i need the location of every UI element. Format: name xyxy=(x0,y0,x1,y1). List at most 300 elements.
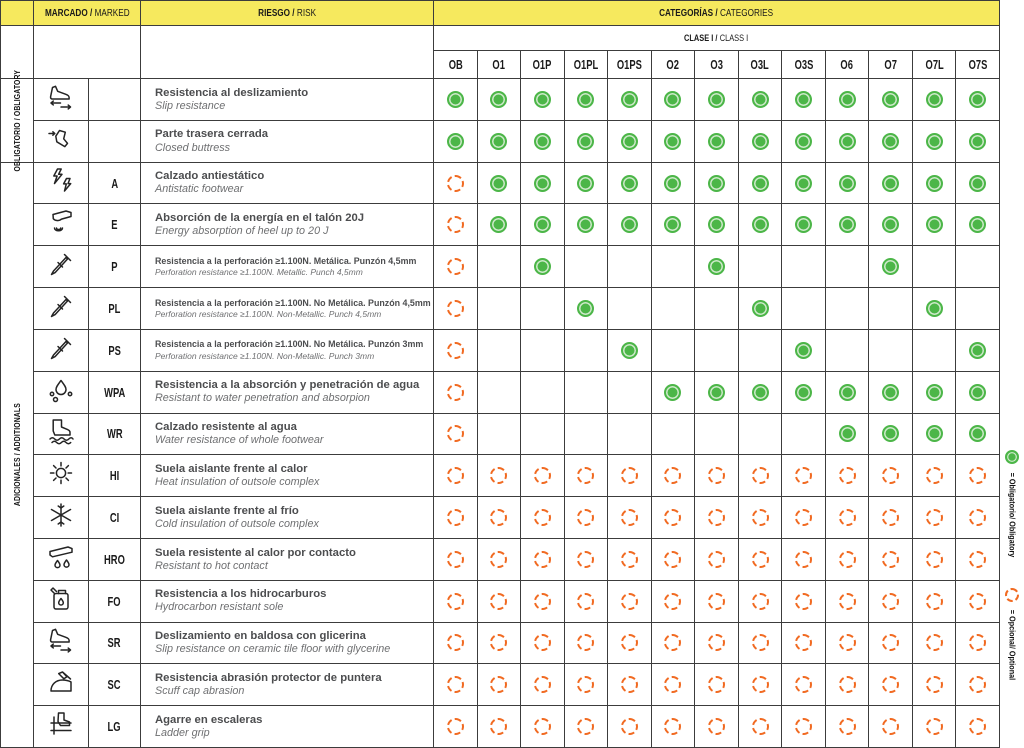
optional-dot-icon xyxy=(882,467,899,484)
category-cell xyxy=(695,246,739,288)
obligatory-dot-icon xyxy=(882,133,899,150)
category-cell xyxy=(826,414,870,456)
obligatory-dot-icon xyxy=(577,300,594,317)
category-cell xyxy=(956,581,1000,623)
legend-optional-label: = Opcional/ Optional xyxy=(1007,609,1017,681)
optional-dot-icon xyxy=(839,467,856,484)
icon-cell xyxy=(34,121,89,163)
risk-description-cell xyxy=(141,581,434,623)
category-cell xyxy=(956,623,1000,665)
optional-dot-icon xyxy=(795,509,812,526)
obligatory-dot-icon xyxy=(664,384,681,401)
obligatory-dot-icon xyxy=(752,91,769,108)
optional-dot-icon xyxy=(664,551,681,568)
category-cell xyxy=(956,539,1000,581)
category-cell xyxy=(434,372,478,414)
category-cell xyxy=(478,204,522,246)
obligatory-dot-icon xyxy=(926,300,943,317)
optional-dot-icon xyxy=(839,551,856,568)
category-cell-empty xyxy=(739,246,783,288)
category-cell-empty xyxy=(478,330,522,372)
optional-dot-icon xyxy=(882,509,899,526)
marking-code-cell xyxy=(89,288,141,330)
category-cell-empty xyxy=(782,246,826,288)
optional-dot-icon xyxy=(969,593,986,610)
obligatory-dot-icon xyxy=(795,133,812,150)
obligatory-dot-icon xyxy=(621,91,638,108)
categories-label-es: CATEGORÍAS / xyxy=(659,7,719,19)
category-cell xyxy=(521,664,565,706)
category-cell xyxy=(913,163,957,205)
marked-label-en: MARKED xyxy=(94,7,130,19)
category-cell xyxy=(608,204,652,246)
category-cell xyxy=(739,581,783,623)
risk-description-cell xyxy=(141,330,434,372)
optional-dot-icon xyxy=(752,467,769,484)
category-cell xyxy=(956,414,1000,456)
category-cell xyxy=(478,121,522,163)
category-cell-empty xyxy=(478,246,522,288)
category-column-header xyxy=(434,51,478,79)
category-cell-empty xyxy=(826,330,870,372)
optional-dot-icon xyxy=(534,676,551,693)
marking-code-cell xyxy=(89,539,141,581)
marking-code: SR xyxy=(107,635,122,651)
obligatory-dot-icon xyxy=(839,384,856,401)
category-cell-empty xyxy=(608,246,652,288)
optional-dot-icon xyxy=(490,676,507,693)
optional-dot-icon xyxy=(577,593,594,610)
risk-description-cell xyxy=(141,664,434,706)
category-cell xyxy=(826,372,870,414)
optional-dot-icon xyxy=(664,634,681,651)
optional-dot-icon xyxy=(708,676,725,693)
obligatory-dot-icon xyxy=(839,133,856,150)
obligatory-dot-icon xyxy=(882,258,899,275)
optional-dot-icon xyxy=(447,593,464,610)
category-cell xyxy=(565,623,609,665)
category-cell xyxy=(434,706,478,748)
risk-description-cell xyxy=(141,121,434,163)
category-cell xyxy=(782,497,826,539)
category-column-label: O1PS xyxy=(616,57,642,72)
category-cell xyxy=(521,581,565,623)
category-cell xyxy=(782,163,826,205)
marking-code-cell xyxy=(89,372,141,414)
category-cell xyxy=(521,163,565,205)
risk-text-en: Water resistance of whole footwear xyxy=(155,434,324,447)
category-cell xyxy=(826,497,870,539)
category-cell xyxy=(608,497,652,539)
category-cell xyxy=(913,204,957,246)
icon-cell xyxy=(34,623,89,665)
optional-dot-icon xyxy=(926,676,943,693)
category-cell xyxy=(913,539,957,581)
category-cell-empty xyxy=(739,330,783,372)
optional-dot-icon xyxy=(490,509,507,526)
optional-dot-icon xyxy=(969,509,986,526)
obligatory-dot-icon xyxy=(534,216,551,233)
category-column-label: O1P xyxy=(532,57,552,72)
obligatory-dot-icon xyxy=(926,133,943,150)
optional-dot-icon xyxy=(577,467,594,484)
category-cell xyxy=(434,539,478,581)
marking-code-cell xyxy=(89,706,141,748)
obligatory-dot-icon xyxy=(926,216,943,233)
marking-code-cell xyxy=(89,330,141,372)
category-cell xyxy=(913,706,957,748)
category-cell xyxy=(956,372,1000,414)
category-column-label: O3S xyxy=(794,57,813,72)
risk-text-es: Suela resistente al calor por contacto xyxy=(155,546,356,559)
category-cell xyxy=(826,204,870,246)
icon-cell xyxy=(34,79,89,121)
optional-dot-icon xyxy=(447,384,464,401)
optional-dot-icon xyxy=(664,676,681,693)
optional-dot-icon xyxy=(447,676,464,693)
obligatory-dot-icon xyxy=(752,175,769,192)
category-cell xyxy=(478,163,522,205)
category-cell xyxy=(826,581,870,623)
optional-dot-icon xyxy=(621,551,638,568)
category-cell xyxy=(695,623,739,665)
optional-dot-icon xyxy=(664,509,681,526)
category-cell xyxy=(956,664,1000,706)
category-cell xyxy=(521,455,565,497)
legend-obligatory-label: = Obligatorio/ Obligatory xyxy=(1007,472,1017,558)
optional-dot-icon xyxy=(621,509,638,526)
marking-code-cell xyxy=(89,414,141,456)
category-cell xyxy=(739,497,783,539)
risk-text-en: Resistant to water penetration and absorpion xyxy=(155,392,370,405)
category-cell xyxy=(956,79,1000,121)
category-cell-empty xyxy=(478,414,522,456)
category-cell xyxy=(695,497,739,539)
optional-dot-icon xyxy=(534,551,551,568)
category-cell xyxy=(869,623,913,665)
risk-text-es: Parte trasera cerrada xyxy=(155,128,269,141)
risk-text-en: Ladder grip xyxy=(155,726,210,739)
category-cell xyxy=(478,581,522,623)
optional-dot-icon xyxy=(490,467,507,484)
category-cell-empty xyxy=(695,330,739,372)
marking-code-cell xyxy=(89,79,141,121)
optional-dot-icon xyxy=(577,551,594,568)
category-cell xyxy=(521,121,565,163)
category-cell xyxy=(695,581,739,623)
obligatory-dot-icon xyxy=(664,133,681,150)
marking-code: PL xyxy=(108,300,121,316)
category-cell xyxy=(608,706,652,748)
obligatory-dot-icon xyxy=(926,91,943,108)
category-cell xyxy=(434,79,478,121)
scuff-cap-icon xyxy=(45,666,77,703)
category-cell xyxy=(869,539,913,581)
optional-dot-icon xyxy=(621,676,638,693)
category-cell xyxy=(956,455,1000,497)
category-column-label: O7L xyxy=(925,57,944,72)
category-cell xyxy=(782,455,826,497)
category-cell xyxy=(869,121,913,163)
category-cell xyxy=(652,664,696,706)
class-header xyxy=(434,26,1000,51)
category-cell xyxy=(608,79,652,121)
category-cell xyxy=(782,79,826,121)
risk-text-en: Scuff cap abrasion xyxy=(155,685,245,698)
obligatory-dot-icon xyxy=(969,384,986,401)
category-cell xyxy=(739,79,783,121)
obligatory-dot-icon xyxy=(534,91,551,108)
risk-text-en: Slip resistance on ceramic tile floor with glycerine xyxy=(155,643,391,656)
obligatory-dot-icon xyxy=(664,91,681,108)
category-cell-empty xyxy=(521,372,565,414)
category-cell xyxy=(434,330,478,372)
optional-dot-icon xyxy=(447,425,464,442)
category-cell xyxy=(478,706,522,748)
optional-dot-icon xyxy=(839,676,856,693)
obligatory-dot-icon xyxy=(490,175,507,192)
category-cell-empty xyxy=(652,330,696,372)
category-cell xyxy=(434,455,478,497)
category-cell xyxy=(739,204,783,246)
category-cell xyxy=(695,372,739,414)
obligatory-dot-icon xyxy=(534,258,551,275)
optional-dot-icon xyxy=(534,509,551,526)
risk-description-cell xyxy=(141,288,434,330)
category-cell xyxy=(521,246,565,288)
category-cell xyxy=(434,163,478,205)
optional-dot-icon xyxy=(490,718,507,735)
optional-dot-icon xyxy=(839,634,856,651)
optional-dot-icon xyxy=(752,509,769,526)
category-cell-empty xyxy=(652,414,696,456)
category-cell xyxy=(695,204,739,246)
icon-cell xyxy=(34,288,89,330)
risk-text-es: Resistencia abrasión protector de puntera xyxy=(155,671,382,684)
category-cell xyxy=(521,539,565,581)
obligatory-dot-icon xyxy=(969,425,986,442)
category-cell xyxy=(478,623,522,665)
category-cell xyxy=(782,581,826,623)
marking-code: SC xyxy=(107,677,122,693)
risk-description-cell xyxy=(141,539,434,581)
risk-text-en: Closed buttress xyxy=(155,141,231,154)
risk-text-es: Resistencia a la perforación ≥1.100N. Metálica. Punzón 4,5mm xyxy=(155,255,417,266)
category-cell xyxy=(739,121,783,163)
optional-dot-icon xyxy=(534,467,551,484)
category-cell xyxy=(956,330,1000,372)
risk-text-en: Slip resistance xyxy=(155,99,226,112)
category-cell xyxy=(478,539,522,581)
optional-dot-icon xyxy=(969,676,986,693)
marking-code: HI xyxy=(109,468,120,484)
category-cell-empty xyxy=(956,288,1000,330)
optional-dot-icon xyxy=(969,467,986,484)
category-cell xyxy=(695,706,739,748)
risk-text-en: Energy absorption of heel up to 20 J xyxy=(155,225,329,238)
risk-header xyxy=(141,1,434,26)
category-cell xyxy=(521,497,565,539)
obligatory-dot-icon xyxy=(577,91,594,108)
category-cell xyxy=(521,79,565,121)
marking-code: WR xyxy=(106,426,123,442)
obligatory-dot-icon xyxy=(882,175,899,192)
category-cell xyxy=(739,539,783,581)
category-cell xyxy=(869,163,913,205)
category-cell xyxy=(782,623,826,665)
category-cell-empty xyxy=(521,414,565,456)
optional-dot-icon xyxy=(839,593,856,610)
category-cell xyxy=(913,288,957,330)
marked-header-spacer xyxy=(34,26,141,79)
category-cell xyxy=(521,623,565,665)
group-label-additionals: ADICIONALES / ADDITIONALS xyxy=(12,403,22,507)
optional-dot-icon xyxy=(621,634,638,651)
hot-contact-icon xyxy=(45,541,77,578)
obligatory-dot-icon xyxy=(839,175,856,192)
optional-dot-icon xyxy=(795,676,812,693)
icon-cell xyxy=(34,372,89,414)
optional-dot-icon xyxy=(882,718,899,735)
category-cell xyxy=(565,539,609,581)
category-cell-empty xyxy=(869,330,913,372)
category-cell xyxy=(695,79,739,121)
optional-dot-icon xyxy=(969,551,986,568)
optional-dot-icon xyxy=(839,718,856,735)
marking-code-cell xyxy=(89,664,141,706)
marking-code-cell xyxy=(89,121,141,163)
category-cell xyxy=(956,706,1000,748)
ladder-grip-icon xyxy=(45,708,77,745)
obligatory-dot-icon xyxy=(926,175,943,192)
category-cell xyxy=(608,455,652,497)
category-cell-empty xyxy=(826,246,870,288)
category-cell xyxy=(869,497,913,539)
category-cell xyxy=(434,623,478,665)
icon-cell xyxy=(34,539,89,581)
category-cell xyxy=(565,664,609,706)
category-cell xyxy=(782,664,826,706)
water-resistance-icon xyxy=(45,415,77,452)
obligatory-dot-icon xyxy=(795,342,812,359)
category-cell-empty xyxy=(565,246,609,288)
optional-dot-icon xyxy=(795,593,812,610)
obligatory-dot-icon xyxy=(534,175,551,192)
optional-dot-icon xyxy=(534,718,551,735)
category-cell xyxy=(826,623,870,665)
category-cell-empty xyxy=(565,372,609,414)
risk-description-cell xyxy=(141,455,434,497)
risk-description-cell xyxy=(141,163,434,205)
category-column-header xyxy=(739,51,783,79)
optional-dot-icon xyxy=(1005,588,1019,602)
category-column-header xyxy=(695,51,739,79)
obligatory-dot-icon xyxy=(969,91,986,108)
risk-description-cell xyxy=(141,623,434,665)
category-cell xyxy=(608,581,652,623)
optional-dot-icon xyxy=(447,718,464,735)
obligatory-dot-icon xyxy=(490,91,507,108)
category-cell-empty xyxy=(869,288,913,330)
marking-code-cell xyxy=(89,497,141,539)
category-cell xyxy=(565,497,609,539)
category-cell xyxy=(478,664,522,706)
risk-description-cell xyxy=(141,204,434,246)
category-column-label: O7S xyxy=(968,57,988,72)
optional-dot-icon xyxy=(708,467,725,484)
category-cell-empty xyxy=(652,246,696,288)
risk-text-en: Perforation resistance ≥1.100N. Non-Metallic. Punch 3mm xyxy=(155,350,375,361)
category-cell xyxy=(434,121,478,163)
optional-dot-icon xyxy=(752,718,769,735)
optional-dot-icon xyxy=(926,634,943,651)
marked-header xyxy=(34,1,141,26)
category-cell xyxy=(652,623,696,665)
obligatory-dot-icon xyxy=(752,216,769,233)
category-cell xyxy=(652,163,696,205)
optional-dot-icon xyxy=(926,593,943,610)
category-cell xyxy=(608,539,652,581)
category-column-header xyxy=(869,51,913,79)
category-cell xyxy=(782,330,826,372)
marking-code: FO xyxy=(107,593,122,609)
risk-text-es: Resistencia a la absorción y penetración de agua xyxy=(155,379,420,392)
category-cell xyxy=(695,455,739,497)
optional-dot-icon xyxy=(664,718,681,735)
category-cell xyxy=(521,204,565,246)
optional-dot-icon xyxy=(795,467,812,484)
optional-dot-icon xyxy=(577,634,594,651)
category-cell xyxy=(913,664,957,706)
obligatory-dot-icon xyxy=(708,258,725,275)
category-cell xyxy=(826,163,870,205)
obligatory-dot-icon xyxy=(708,216,725,233)
category-cell xyxy=(956,121,1000,163)
slip-glycerine-icon xyxy=(45,624,77,661)
optional-dot-icon xyxy=(577,509,594,526)
category-column-header xyxy=(521,51,565,79)
optional-dot-icon xyxy=(534,634,551,651)
category-cell xyxy=(434,581,478,623)
obligatory-dot-icon xyxy=(969,175,986,192)
icon-cell xyxy=(34,414,89,456)
category-cell-empty xyxy=(608,288,652,330)
risk-description-cell xyxy=(141,497,434,539)
optional-dot-icon xyxy=(708,634,725,651)
hydrocarbon-icon xyxy=(45,583,77,620)
category-cell-empty xyxy=(913,330,957,372)
risk-label-es: RIESGO / xyxy=(258,7,295,19)
corner-header-cell xyxy=(1,1,34,26)
risk-text-es: Resistencia a la perforación ≥1.100N. No Metálica. Punzón 4,5mm xyxy=(155,297,431,308)
optional-dot-icon xyxy=(447,634,464,651)
perforation-icon xyxy=(45,290,77,327)
category-cell xyxy=(913,581,957,623)
category-cell xyxy=(739,288,783,330)
category-cell xyxy=(826,121,870,163)
category-cell xyxy=(608,330,652,372)
category-cell xyxy=(434,414,478,456)
risk-header-spacer xyxy=(141,26,434,79)
risk-text-es: Suela aislante frente al frío xyxy=(155,504,299,517)
optional-dot-icon xyxy=(534,593,551,610)
category-cell xyxy=(869,79,913,121)
category-cell xyxy=(739,664,783,706)
icon-cell xyxy=(34,455,89,497)
risk-text-es: Resistencia a la perforación ≥1.100N. No Metálica. Punzón 3mm xyxy=(155,339,424,350)
risk-text-en: Heat insulation of outsole complex xyxy=(155,476,320,489)
optional-dot-icon xyxy=(664,467,681,484)
